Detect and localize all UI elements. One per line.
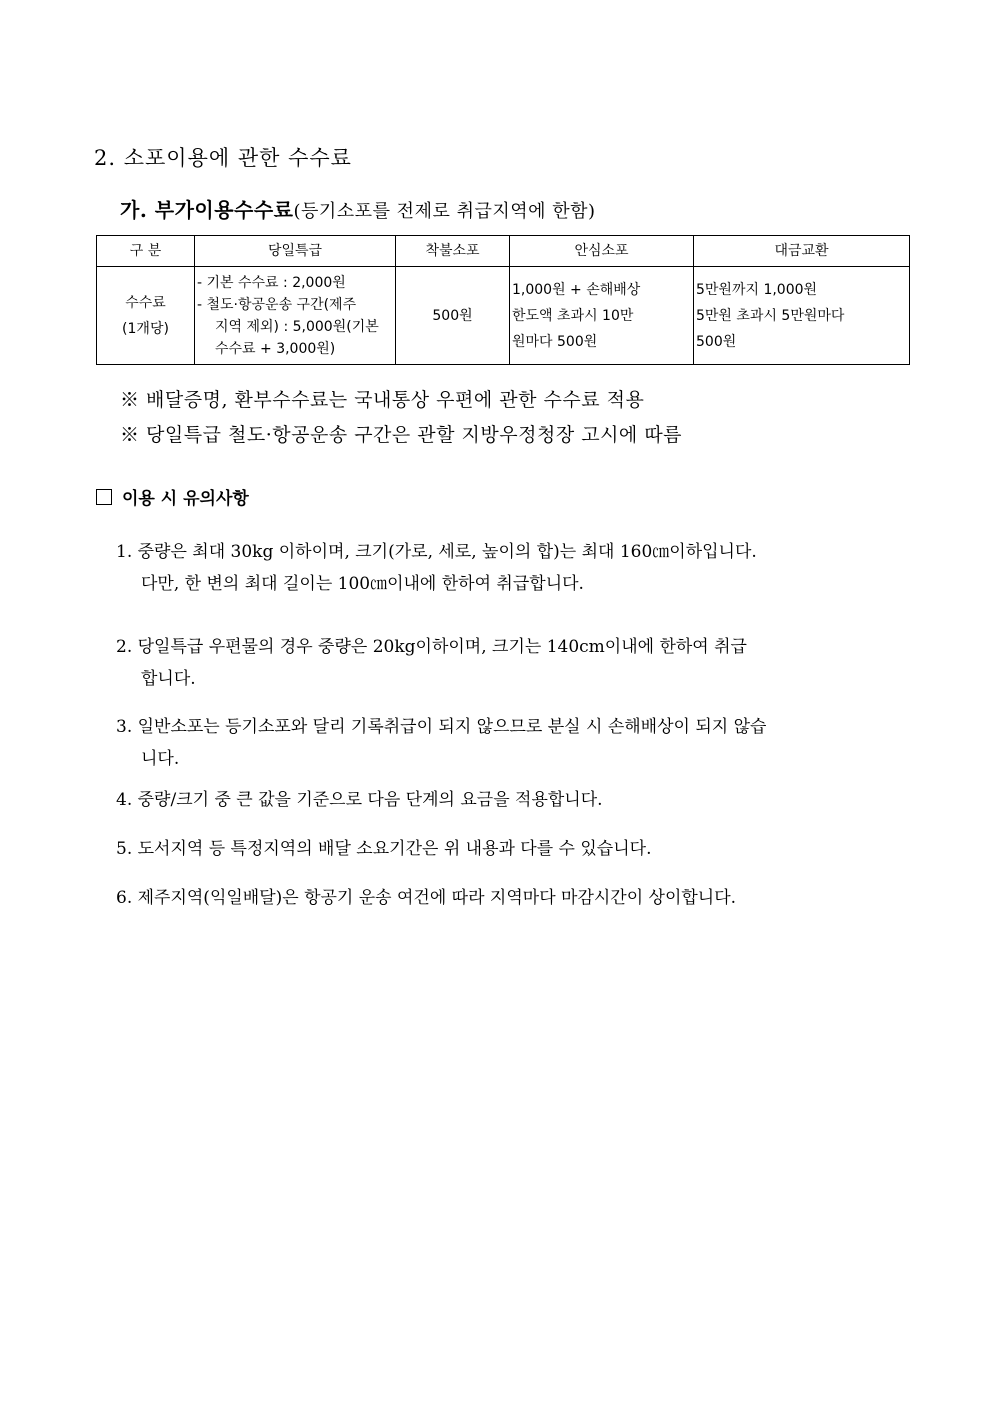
fee-table bbox=[96, 235, 910, 365]
list-item: 5. 도서지역 등 특정지역의 배달 소요기간은 위 내용과 다를 수 있습니다. bbox=[116, 839, 652, 859]
header-same-day: 당일특급 bbox=[195, 236, 396, 267]
safe-parcel-fee: 1,000원 + 손해배상 한도액 초과시 10만 원마다 500원 bbox=[510, 267, 694, 365]
sub-heading-qualifier: (등기소포를 전제로 취급지역에 한함) bbox=[293, 201, 596, 222]
list-item: 1. 중량은 최대 30kg 이하이며, 크기(가로, 세로, 높이의 합)는 최대 160㎝이하입니다. 다만, 한 변의 최대 길이는 100㎝이내에 한하여 취급합니다. bbox=[116, 542, 757, 594]
cash-exchange-fee: 5만원까지 1,000원 5만원 초과시 5만원마다 500원 bbox=[694, 267, 910, 365]
same-day-fee: - 기본 수수료 : 2,000원 - 철도·항공운송 구간(제주 지역 제외) : 5,000원(기본 수수료 + 3,000원) bbox=[195, 267, 396, 365]
precautions-heading: 이용 시 유의사항 bbox=[96, 484, 249, 509]
cod-parcel-fee: 500원 bbox=[396, 267, 510, 365]
note-delivery-proof: ※ 배달증명, 환부수수료는 국내통상 우편에 관한 수수료 적용 bbox=[120, 389, 645, 411]
table-header-row bbox=[97, 236, 910, 267]
list-item: 3. 일반소포는 등기소포와 달리 기록취급이 되지 않으므로 분실 시 손해배상이 되지 않습 니다. bbox=[116, 717, 767, 769]
header-safe-parcel: 안심소포 bbox=[510, 236, 694, 267]
header-cash-exchange: 대금교환 bbox=[694, 236, 910, 267]
sub-heading bbox=[120, 194, 596, 223]
header-category: 구 분 bbox=[97, 236, 195, 267]
section-heading: 2. 소포이용에 관한 수수료 bbox=[94, 146, 352, 170]
list-item: 2. 당일특급 우편물의 경우 중량은 20kg이하이며, 크기는 140cm이내에 한하여 취급 합니다. bbox=[116, 637, 747, 689]
checkbox-square-icon bbox=[96, 489, 112, 505]
list-item: 6. 제주지역(익일배달)은 항공기 운송 여건에 따라 지역마다 마감시간이 상이합니다. bbox=[116, 888, 737, 908]
list-item: 4. 중량/크기 중 큰 값을 기준으로 다음 단계의 요금을 적용합니다. bbox=[116, 790, 603, 810]
row-label: 수수료 (1개당) bbox=[97, 267, 195, 365]
sub-heading-title: 가. 부가이용수수료 bbox=[120, 198, 294, 222]
header-cod-parcel: 착불소포 bbox=[396, 236, 510, 267]
note-rail-air: ※ 당일특급 철도·항공운송 구간은 관할 지방우정청장 고시에 따름 bbox=[120, 424, 683, 446]
table-row bbox=[97, 267, 910, 365]
